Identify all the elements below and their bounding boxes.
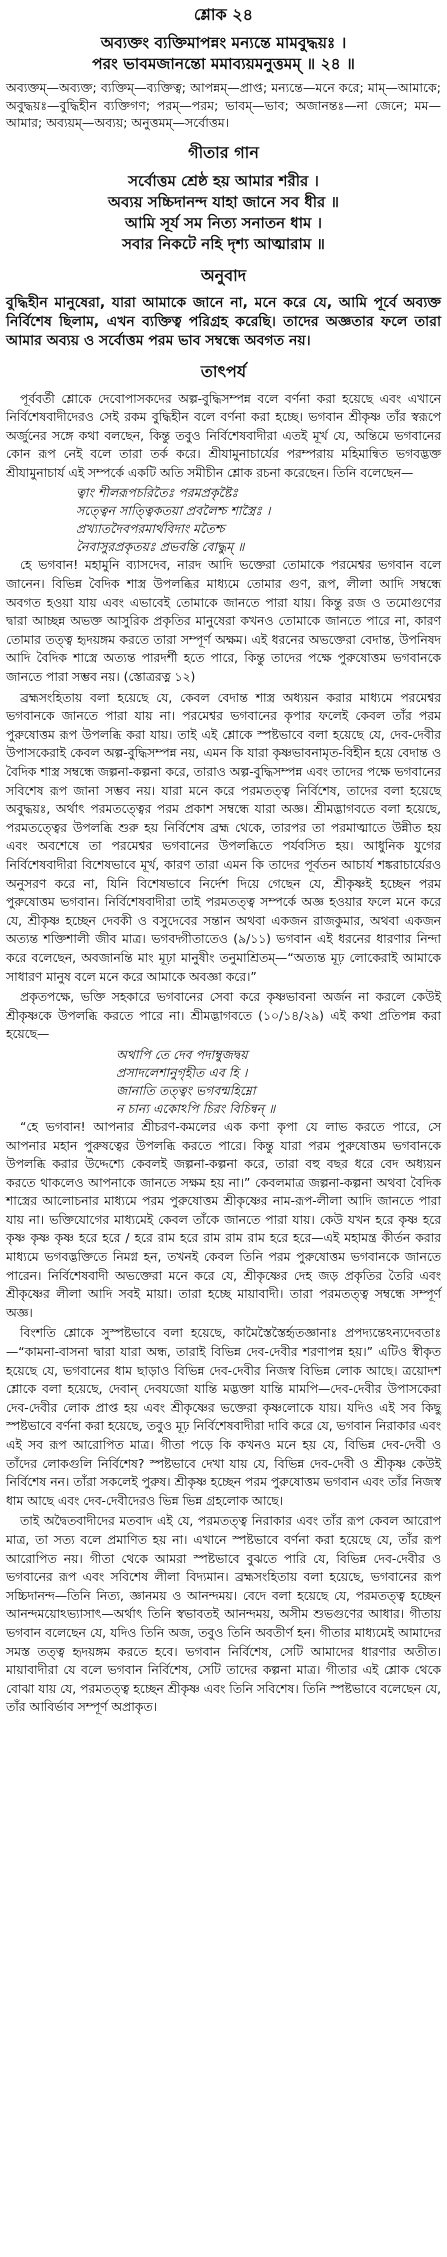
sloka-line: ত্বাং শীলরূপচরিতৈঃ পরমপ্রকৃষ্টৈঃ (76, 485, 238, 501)
purport-paragraph: “হে ভগবান! আপনার শ্রীচরণ-কমলের এক কণা কৃপা যে লাভ করতে পারে, সে আপনার মহান পুরুষত্বের উপলব্ধি করতে পারে। কিন্তু যারা পরম পুরুষোত্তম ভগবানকে উপলব্ধি করার উদ্দেশ্যে কেবলই জল্পনা-কল্পনা করে, তারা বহু বছর ধরে বেদ অধ্যয়ন করতে থাকলেও আপনাকে জানতে সক্ষম হয় না।” কেবলমাত্র জল্পনা-কল্পনা অথবা বৈদিক শাস্ত্রের আলোচনার মাধ্যমে পরম পুরুষোত্তম শ্রীকৃষ্ণের নাম-রূপ-লীলা আদি জানতে পারা যায় না। ভক্তিযোগের মাধ্যমেই কেবল তাঁকে জানতে পারা যায়। কেউ যখন হরে কৃষ্ণ হরে কৃষ্ণ কৃষ্ণ কৃষ্ণ হরে হরে / হরে রাম হরে রাম রাম রাম হরে হরে—এই মহামন্ত্র কীর্তন করার মাধ্যমে ভগবদ্ভক্তিতে নিমগ্ন হন, তখনই কেবল তিনি পরম পুরুষোত্তম ভগবানকে জানতে পারেন। নির্বিশেষবাদী অভক্তেরা মনে করে যে, শ্রীকৃষ্ণের দেহ জড় প্রকৃতির তৈরি এবং শ্রীকৃষ্ণের লীলা আদি সবই মায়া। তারা হচ্ছে মায়াবাদী। তারা পরমতত্ত্ব সম্বন্ধে সম্পূর্ণ অজ্ঞ। (6, 1119, 441, 1320)
purport-paragraph: হে ভগবান! মহামুনি ব্যাসদেব, নারদ আদি ভক্তেরা তোমাকে পরমেশ্বর ভগবান বলে জানেন। বিভিন্ন বৈদিক শাস্ত্র উপলব্ধির মাধ্যমে তোমার গুণ, রূপ, লীলা আদি সম্বন্ধে অবগত হওয়া যায় এবং এভাবেই তোমাকে জানতে পারা যায়। কিন্তু রজ ও তমোগুণের দ্বারা আচ্ছন্ন অভক্ত আসুরিক প্রকৃতির মানুষেরা কখনও তোমাকে জানতে পারে না, কারণ তোমার তত্ত্ব হৃদয়ঙ্গম করতে তারা সম্পূর্ণ অক্ষম। এই ধরনের অভক্তেরা বেদান্ত, উপনিষদ আদি বৈদিক শাস্ত্রে অত্যন্ত পারদর্শী হতে পারে, কিন্তু তাদের পক্ষে পুরুষোত্তম ভগবানকে জানতে পারা সম্ভব নয়। (স্তোত্ররত্ন ১২) (6, 558, 441, 685)
sloka-line: সত্ত্বেন সাত্ত্বিকতয়া প্রবলৈশ্চ শাস্ত্রৈঃ । (76, 503, 271, 519)
purport-paragraph: বিংশতি শ্লোকে সুস্পষ্টভাবে বলা হয়েছে, কামৈস্তৈস্তৈর্হৃতজ্ঞানাঃ প্রপদ্যন্তেঽন্যদেবতাঃ—“কামনা-বাসনা দ্বারা যারা অন্ধ, তারাই বিভিন্ন দেব-দেবীর শরণাপন্ন হয়।” এটিও স্বীকৃত হয়েছে যে, ভগবানের ধাম ছাড়াও বিভিন্ন দেব-দেবীর নিজস্ব বিভিন্ন লোক আছে। ত্রয়োদশ শ্লোকে বলা হয়েছে, দেবান্ দেবযজো যান্তি মদ্ভক্তা যান্তি মামপি—দেব-দেবীর উপাসকেরা দেব-দেবীর লোক প্রাপ্ত হয় এবং শ্রীকৃষ্ণের ভক্তেরা কৃষ্ণলোকে যায়। যদিও এই সব কিছু স্পষ্টভাবে বর্ণনা করা হয়েছে, তবুও মূঢ় নির্বিশেষবাদীরা দাবি করে যে, ভগবান নিরাকার এবং এই সব রূপ আরোপিত মাত্র। গীতা পড়ে কি কখনও মনে হয় যে, বিভিন্ন দেব-দেবী ও তাঁদের লোকগুলি নির্বিশেষ? স্পষ্টভাবে দেখা যায় যে, বিভিন্ন দেব-দেবী ও শ্রীকৃষ্ণ কেউই নির্বিশেষ নন। তাঁরা সকলেই পুরুষ। শ্রীকৃষ্ণ হচ্ছেন পরম পুরুষোত্তম ভগবান এবং তাঁর নিজস্ব ধাম আছে এবং দেব-দেবীদেরও ভিন্ন ভিন্ন গ্রহলোক আছে। (6, 1326, 441, 1508)
sloka-line: নৈবাসুরপ্রকৃতয়ঃ প্রভবন্তি বোদ্ধুম্ ॥ (76, 539, 245, 555)
sloka-line: অথাপি তে দেব পদাম্বুজদ্বয় (116, 1046, 248, 1062)
translation-text: বুদ্ধিহীন মানুষেরা, যারা আমাকে জানে না, মনে করে যে, আমি পূর্বে অব্যক্ত নির্বিশেষ ছিলাম, এখন ব্যক্তিত্ব পরিগ্রহ করেছি। তাদের অজ্ঞতার ফলে তারা আমার অব্যয় ও সর্বোত্তম পরম ভাব সম্বন্ধে অবগত নয়। (6, 294, 441, 349)
sanskrit-verse (0, 33, 447, 75)
quoted-sloka (6, 1046, 441, 1118)
song-line: সবার নিকটে নহি দৃশ্য আত্মারাম ॥ (122, 234, 325, 253)
purport-paragraph: প্রকৃতপক্ষে, ভক্তি সহকারে ভগবানের সেবা করে কৃষ্ণভাবনা অর্জন না করলে কেউই শ্রীকৃষ্ণকে উপলব্ধি করতে পারে না। শ্রীমদ্ভাগবতে (১০/১৪/২৯) এই কথা প্রতিপন্ন করা হয়েছে— (6, 990, 441, 1042)
sloka-line: ন চান্য একোঽপি চিরং বিচিন্বন্ ॥ (116, 1100, 276, 1116)
purport-body (0, 390, 447, 1717)
gita-gaan-song (0, 171, 447, 255)
purport-paragraph: ব্রহ্মসংহিতায় বলা হয়েছে যে, কেবল বেদান্ত শাস্ত্র অধ্যয়ন করার মাধ্যমে পরমেশ্বর ভগবানকে জানতে পারা যায় না। পরমেশ্বর ভগবানের কৃপার ফলেই কেবল তাঁর পরম পুরুষোত্তম রূপ উপলব্ধি করা যায়। তাই এই শ্লোকে স্পষ্টভাবে বলা হয়েছে যে, দেব-দেবীর উপাসকেরাই কেবল অল্প-বুদ্ধিসম্পন্ন নয়, এমন কি যারা কৃষ্ণভাবনামৃত-বিহীন হয়ে বেদান্ত ও বৈদিক শাস্ত্র সম্বন্ধে জল্পনা-কল্পনা করে, তারাও অল্প-বুদ্ধিসম্পন্ন এবং তাদের পক্ষে ভগবানের সবিশেষ রূপ জানা সম্ভব নয়। যারা মনে করে পরমতত্ত্ব নির্বিশেষ, তাদের বলা হয়েছে অবুদ্ধয়ঃ, অর্থাৎ পরমতত্ত্বের পরম প্রকাশ সম্বন্ধে যারা অজ্ঞ। শ্রীমদ্ভাগবতে বলা হয়েছে, পরমতত্ত্বের উপলব্ধি শুরু হয় নির্বিশেষ ব্রহ্ম থেকে, তারপর তা পরমাত্মাতে উন্নীত হয় এবং অবশেষে তা পরমেশ্বর ভগবানের উপলব্ধিতে পর্যবসিত হয়। আধুনিক যুগের নির্বিশেষবাদীরা বিশেষভাবে মূর্খ, কারণ তারা এমন কি তাদের পূর্বতন আচার্য শঙ্করাচার্যেরও অনুসরণ করে না, যিনি বিশেষভাবে নির্দেশ দিয়ে গেছেন যে, শ্রীকৃষ্ণই হচ্ছেন পরম পুরুষোত্তম ভগবান। নির্বিশেষবাদীরা তাই পরমতত্ত্ব সম্পর্কে অজ্ঞ হওয়ার ফলে মনে করে যে, শ্রীকৃষ্ণ হচ্ছেন দেবকী ও বসুদেবের সন্তান অথবা একজন রাজকুমার, অথবা একজন অত্যন্ত শক্তিশালী জীব মাত্র। ভগবদ্গীতাতেও (৯/১১) ভগবান এই ধরনের ধারণার নিন্দা করে বলেছেন, অবজানন্তি মাং মূঢ়া মানুষীং তনুমাশ্রিতম্—“অত্যন্ত মূঢ় লোকেরাই আমাকে সাধারণ মানুষ বলে মনে করে আমাকে অবজ্ঞা করে।” (6, 690, 441, 984)
sloka-line: প্রখ্যাতদৈবপরমার্থবিদাং মতৈশ্চ (76, 521, 225, 537)
purport-title: তাৎপর্য (200, 361, 247, 381)
song-line: আমি সূর্য সম নিত্য সনাতন ধাম । (125, 213, 322, 232)
gita-gaan-title: গীতার গান (188, 142, 259, 162)
word-for-word: অব্যক্তম্—অব্যক্ত; ব্যক্তিম্—ব্যক্তিত্ব; আপন্নম্—প্রাপ্ত; মন্যন্তে—মনে করে; মাম্—আমাকে; অবুদ্ধয়ঃ—বুদ্ধিহীন ব্যক্তিগণ; পরম্—পরম; ভাবম্—ভাব; অজানন্তঃ—না জেনে; মম—আমার; অব্যয়ম্—অব্যয়; অনুত্তমম্—সর্বোত্তম। (6, 80, 441, 130)
song-line: অব্যয় সচ্চিদানন্দ যাহা জানে সব ধীর ॥ (108, 192, 339, 211)
sloka-line: জানাতি তত্ত্বং ভগবন্মহিম্নো (116, 1082, 256, 1098)
quoted-sloka (6, 484, 441, 556)
translation-title: অনুবাদ (200, 265, 247, 285)
sloka-line: প্রসাদলেশানুগৃহীত এব হি । (116, 1064, 248, 1080)
book-page (0, 2, 447, 2257)
purport-paragraph: তাই অদ্বৈতবাদীদের মতবাদ এই যে, পরমতত্ত্ব নিরাকার এবং তাঁর রূপ কেবল আরোপ মাত্র, তা সত্য বলে প্রমাণিত হয় না। এখানে স্পষ্টভাবে বর্ণনা করা হয়েছে যে, তাঁর রূপ আরোপিত নয়। গীতা থেকে আমরা স্পষ্টভাবে বুঝতে পারি যে, বিভিন্ন দেব-দেবীর ও ভগবানের রূপ এবং সবিশেষ লীলা বিদ্যমান। ব্রহ্মসংহিতায় বলা হয়েছে, ভগবানের রূপ সচ্চিদানন্দ—তিনি নিত্য, জ্ঞানময় ও আনন্দময়। বেদে বলা হয়েছে যে, পরমতত্ত্ব হচ্ছেন আনন্দময়োঽভ্যাসাৎ—অর্থাৎ তিনি স্বভাবতই আনন্দময়, অসীম শুভগুণের আধার। গীতায় ভগবান বলেছেন যে, যদিও তিনি অজ, তবুও তিনি অবতীর্ণ হন। গীতার মাধ্যমেই আমাদের সমস্ত তত্ত্ব হৃদয়ঙ্গম করতে হবে। ভগবান নির্বিশেষ, সেটি আমাদের ধারণার অতীত। মায়াবাদীরা যে বলে ভগবান নির্বিশেষ, সেটি তাদের কল্পনা মাত্র। গীতার এই শ্লোক থেকে বোঝা যায় যে, পরমতত্ত্ব হচ্ছেন শ্রীকৃষ্ণ এবং তিনি সবিশেষ। তিনি স্পষ্টভাবে বলেছেন যে, তাঁর আবির্ভাব সম্পূর্ণ অপ্রাকৃত। (6, 1514, 441, 1715)
verse-line: পরং ভাবমজানন্তো মমাব্যয়মনুত্তমম্ ॥ ২৪ ॥ (92, 55, 355, 73)
song-line: সর্বোত্তম শ্রেষ্ঠ হয় আমার শরীর । (128, 171, 319, 190)
verse-line: অব্যক্তং ব্যক্তিমাপন্নং মন্যন্তে মামবুদ্ধয়ঃ । (100, 34, 347, 52)
sloka-number: শ্লোক ২৪ (193, 5, 254, 24)
purport-paragraph: পূর্ববর্তী শ্লোকে দেবোপাসকদের অল্প-বুদ্ধিসম্পন্ন বলে বর্ণনা করা হয়েছে এবং এখানে নির্বিশেষবাদীদেরও সেই রকম বুদ্ধিহীন বলে বর্ণনা করা হচ্ছে। ভগবান শ্রীকৃষ্ণ তাঁর স্বরূপে অর্জুনের সঙ্গে কথা বলছেন, কিন্তু তবুও নির্বিশেষবাদীরা এতই মূর্খ যে, অন্তিমে ভগবানের কোন রূপ নেই বলে তারা তর্ক করে। শ্রীযামুনাচার্যের পরম্পরায় মহিমান্বিত ভগবদ্ভক্ত শ্রীযামুনাচার্য এই সম্পর্কে একটি অতি সমীচীন শ্লোক রচনা করেছেন। তিনি বলেছেন— (6, 391, 441, 480)
